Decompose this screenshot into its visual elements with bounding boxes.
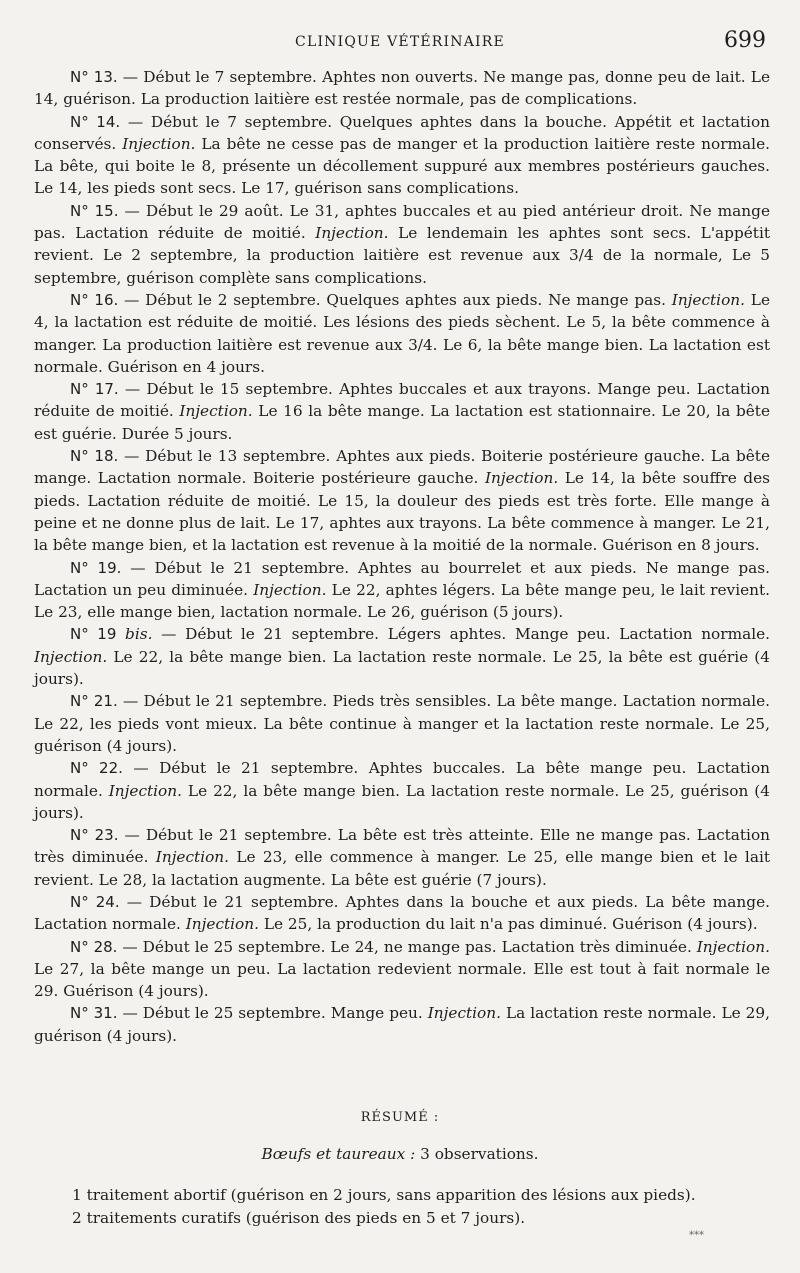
entry-text: — Début le 21 septembre. Aphtes au bourrelet et aux pieds. Ne mange pas. Lactation un peu diminuée. (34, 558, 770, 599)
header-title: CLINIQUE VÉTÉRINAIRE (295, 34, 505, 50)
observations-list (34, 66, 770, 1047)
injection-label: Injection. (108, 781, 182, 800)
entry-14 (34, 111, 770, 200)
entry-number: N° 13. (70, 68, 118, 86)
entry-number: N° 16. (70, 290, 119, 309)
entry-text-cont: Le 22, la bête mange bien. La lactation reste normale. Le 25, la bête est guérie (4 jours). (34, 647, 770, 689)
entry-number-suffix: bis. (116, 625, 153, 644)
entry-number: N° 22. (70, 759, 123, 778)
entry-text: — Début le 7 septembre. Aphtes non ouverts. Ne mange pas, donne peu de lait. Le 14, guérison. La production laitière est restée normale, pas de complications. (34, 68, 770, 109)
entry-number: N° 18. (70, 447, 119, 466)
entry-text-cont: Le 16 la bête mange. La lactation est stationnaire. Le 20, la bête est guérie. Durée 5 jours. (34, 402, 770, 443)
entry-text: — Début le 21 septembre. La bête est très atteinte. Elle ne mange pas. Lactation très diminuée. (34, 826, 771, 867)
entry-number: N° 24. (70, 892, 120, 911)
entry-13 (34, 66, 770, 111)
entry-text-cont: La lactation reste normale. Le 29, guérison (4 jours). (34, 1004, 770, 1045)
entry-17 (34, 378, 770, 445)
entry-text: — Début le 2 septembre. Quelques aphtes aux pieds. Ne mange pas. (118, 290, 672, 309)
entry-text: — Début le 21 septembre. Aphtes dans la bouche et aux pieds. La bête mange. Lactation normale. (34, 892, 770, 934)
entry-text: — Début le 21 septembre. Pieds très sensibles. La bête mange. Lactation normale. Le 22, les pieds vont mieux. La bête continue à manger et la lactation reste normale. Le 25, guérison (4 jours). (34, 692, 771, 755)
entry-text-cont: Le 22, aphtes légers. La bête mange peu, le lait revient. Le 23, elle mange bien, lactation normale. Le 26, guérison (5 jours). (34, 580, 770, 622)
summary-section-line (0, 1145, 800, 1163)
injection-label: Injection. (253, 580, 327, 599)
injection-label: Injection. (315, 224, 389, 243)
entry-19-bis (34, 623, 770, 690)
summary-section-count: 3 observations. (415, 1145, 539, 1163)
entry-text-cont: Le 4, la lactation est réduite de moitié. Les lésions des pieds sèchent. Le 5, la bête commence à manger. La production laitière est revenue aux 3/4. Le 6, la bête mange bien. La lactation est normale. Guérison en 4 jours. (34, 290, 771, 376)
entry-number: N° 28. (70, 937, 118, 956)
injection-label: Injection. (179, 402, 253, 421)
injection-label: Injection. (122, 134, 196, 153)
entry-text-cont: Le lendemain les aphtes sont secs. L'appétit revient. Le 2 septembre, la production laitière est revenue aux 3/4 de la normale, Le 5 septembre, guérison complète sans complications. (34, 224, 770, 287)
entry-text-cont: Le 14, la bête souffre des pieds. Lactation réduite de moitié. Le 15, la douleur des pieds est très forte. Elle mange à peine et ne donne plus de lait. Le 17, aphtes aux trayons. La bête commence à manger. Le 21, la bête mange bien, et la lactation est revenue à la moitié de la normale. Guérison en 8 jours. (34, 469, 770, 555)
entry-text: — Début le 25 septembre. Le 24, ne mange pas. Lactation très diminuée. (117, 937, 697, 956)
entry-text: — Début le 7 septembre. Quelques aphtes dans la bouche. Appétit et lactation conservés. (34, 112, 771, 153)
entry-text-cont: La bête ne cesse pas de manger et la production laitière reste normale. La bête, qui boite le 8, présente un décollement suppuré aux membres postérieurs gauches. Le 14, les pieds sont secs. Le 17, guérison sans complications. (34, 134, 770, 198)
injection-label: Injection. (696, 937, 770, 956)
entry-21 (34, 690, 770, 757)
entry-16 (34, 289, 770, 378)
entry-number: N° 17. (70, 380, 119, 399)
entry-number: N° 14. (70, 112, 121, 131)
end-ornament: *** (689, 1230, 704, 1241)
treatment-item: 2 traitements curatifs (guérison des pieds en 5 et 7 jours). (72, 1208, 526, 1227)
entry-number: N° 31. (70, 1004, 118, 1023)
injection-label: Injection. (671, 290, 746, 309)
injection-label: Injection. (427, 1004, 501, 1023)
entry-number: N° 19 (70, 625, 117, 644)
entry-24 (34, 891, 770, 936)
entry-text-cont: Le 27, la bête mange un peu. La lactation redevient normale. Elle est tout à fait normale le 29. Guérison (4 jours). (34, 959, 770, 1001)
entry-number: N° 23. (70, 826, 119, 845)
entry-text: — Début le 21 septembre. Légers aphtes. Mange peu. Lactation normale. (152, 625, 770, 644)
entry-15 (34, 200, 770, 289)
entry-number: N° 21. (70, 692, 118, 711)
entry-text: — Début le 13 septembre. Aphtes aux pieds. Boiterie postérieure gauche. La bête mange. Lactation normale. Boiterie postérieure gauche. (34, 447, 770, 488)
entry-text-cont: Le 23, elle commence à manger. Le 25, elle mange bien et le lait revient. Le 28, la lactation augmente. La bête est guérie (7 jours). (34, 848, 770, 889)
injection-label: Injection. (34, 647, 108, 666)
treatment-item: 1 traitement abortif (guérison en 2 jours, sans apparition des lésions aux pieds). (72, 1186, 696, 1204)
entry-text: — Début le 29 août. Le 31, aphtes buccales et au pied antérieur droit. Ne mange pas. Lactation réduite de moitié. (34, 201, 771, 243)
entry-28 (34, 936, 770, 1003)
page-number: 699 (724, 28, 766, 53)
treatment-list (72, 1184, 772, 1229)
entry-text: — Début le 25 septembre. Mange peu. (117, 1004, 428, 1023)
entry-text: — Début le 15 septembre. Aphtes buccales et aux trayons. Mange peu. Lactation réduite de moitié. (34, 380, 770, 421)
entry-18 (34, 445, 770, 556)
entry-text-cont: Le 25, la production du lait n'a pas diminué. Guérison (4 jours). (258, 915, 758, 934)
running-header (0, 28, 800, 58)
summary-section-title: Bœufs et taureaux : (261, 1145, 416, 1163)
injection-label: Injection. (484, 469, 559, 488)
entry-19 (34, 557, 770, 624)
entry-text-cont: Le 22, la bête mange bien. La lactation reste normale. Le 25, guérison (4 jours). (34, 781, 770, 822)
summary-heading: RÉSUMÉ : (360, 1110, 440, 1125)
entry-number: N° 15. (70, 201, 119, 220)
injection-label: Injection. (185, 915, 259, 934)
entry-22 (34, 757, 770, 824)
injection-label: Injection. (155, 848, 230, 867)
entry-number: N° 19. (70, 558, 122, 577)
entry-23 (34, 824, 770, 891)
entry-31 (34, 1002, 770, 1047)
entry-text: — Début le 21 septembre. Aphtes buccales. La bête mange peu. Lactation normale. (34, 759, 771, 800)
